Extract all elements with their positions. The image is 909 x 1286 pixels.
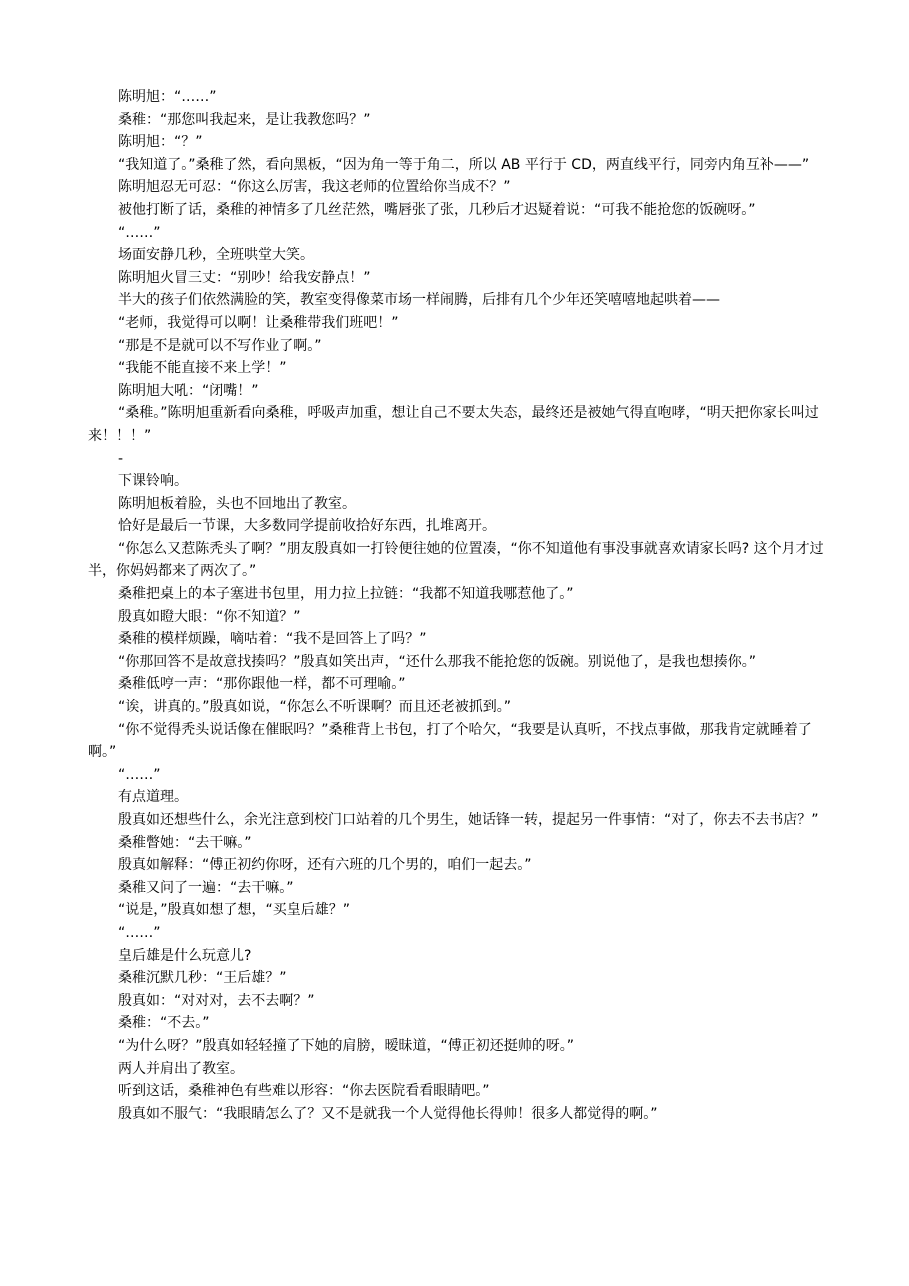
paragraph: 殷真如还想些什么，余光注意到校门口站着的几个男生，她话锋一转，提起另一件事情：“对了，你去不去书店？” xyxy=(118,812,819,828)
paragraph: 殷真如解释：“傅正初约你呀，还有六班的几个男的，咱们一起去。” xyxy=(118,857,532,874)
document-body xyxy=(88,86,824,1125)
paragraph: “……” xyxy=(118,924,161,941)
paragraph: 桑稚瞥她：“去干嘛。” xyxy=(118,834,252,851)
paragraph: “为什么呀？”殷真如轻轻撞了下她的肩膀，暧昧道，“傅正初还挺帅的呀。” xyxy=(118,1037,575,1054)
paragraph: 被他打断了话，桑稚的神情多了几丝茫然，嘴唇张了张，几秒后才迟疑着说：“可我不能抢您的饭碗呀。” xyxy=(118,201,756,218)
paragraph: 下课铃响。 xyxy=(118,473,188,490)
paragraph: 桑稚沉默几秒：“王后雄？” xyxy=(118,970,287,987)
paragraph: 两人并肩出了教室。 xyxy=(118,1060,244,1077)
paragraph: “我能不能直接不来上学！” xyxy=(118,360,287,377)
paragraph: 陈明旭大吼：“闭嘴！” xyxy=(118,382,259,399)
paragraph: 皇后雄是什么玩意儿? xyxy=(118,947,252,964)
paragraph: “老师，我觉得可以啊！让桑稚带我们班吧！” xyxy=(118,314,399,331)
paragraph: “你那回答不是故意找揍吗？”殷真如笑出声，“还什么那我不能抢您的饭碗。别说他了，是我也想揍你。” xyxy=(118,653,757,670)
paragraph: 桑稚把桌上的本子塞进书包里，用力拉上拉链：“我都不知道我哪惹他了。” xyxy=(118,586,574,603)
paragraph: 场面安静几秒，全班哄堂大笑。 xyxy=(118,247,314,264)
paragraph: 陈明旭：“……” xyxy=(118,89,217,105)
paragraph: “……” xyxy=(118,224,161,241)
paragraph: “说是，”殷真如想了想，“买皇后雄？” xyxy=(118,902,351,919)
paragraph: 桑稚：“不去。” xyxy=(118,1015,210,1032)
paragraph: 陈明旭忍无可忍：“你这么厉害，我这老师的位置给你当成不？” xyxy=(118,179,511,196)
paragraph: 陈明旭：“？” xyxy=(118,134,203,151)
paragraph: 陈明旭火冒三丈：“别吵！给我安静点！” xyxy=(118,269,371,286)
paragraph: “我知道了。”桑稚了然，看向黑板，“因为角一等于角二，所以 AB 平行于 CD，两直线平行，同旁内角互补——” xyxy=(118,156,810,173)
paragraph: “诶，讲真的。”殷真如说，“你怎么不听课啊？而且还老被抓到。” xyxy=(118,699,512,716)
scene-break: - xyxy=(118,450,124,467)
paragraph: 半大的孩子们依然满脸的笑，教室变得像菜市场一样闹腾，后排有几个少年还笑嘻嘻地起哄着—— xyxy=(118,292,720,309)
paragraph: 殷真如：“对对对，去不去啊？” xyxy=(118,992,315,1009)
paragraph: 桑稚：“那您叫我起来，是让我教您吗？” xyxy=(118,111,371,128)
paragraph: “你怎么又惹陈秃头了啊？”朋友殷真如一打铃便往她的位置凑，“你不知道他有事没事就喜欢请家长吗? 这个月才过半，你妈妈都来了两次了。” xyxy=(88,540,824,580)
paragraph: 听到这话，桑稚神色有些难以形容：“你去医院看看眼睛吧。” xyxy=(118,1083,490,1100)
paragraph: 殷真如不服气：“我眼睛怎么了？又不是就我一个人觉得他长得帅！很多人都觉得的啊。” xyxy=(118,1105,658,1122)
paragraph: “……” xyxy=(118,766,161,783)
paragraph: 桑稚又问了一遍：“去干嘛。” xyxy=(118,879,294,896)
paragraph: “你不觉得秃头说话像在催眠吗？”桑稚背上书包，打了个哈欠，“我要是认真听，不找点事做，那我肯定就睡着了啊。” xyxy=(88,721,812,761)
paragraph: 殷真如瞪大眼：“你不知道？” xyxy=(118,608,301,625)
paragraph: “那是不是就可以不写作业了啊。” xyxy=(118,337,322,354)
paragraph: 陈明旭板着脸，头也不回地出了教室。 xyxy=(118,495,356,512)
paragraph: 有点道理。 xyxy=(118,789,188,806)
paragraph: 桑稚低哼一声：“那你跟他一样，都不可理喻。” xyxy=(118,676,406,693)
paragraph: 恰好是最后一节课，大多数同学提前收拾好东西，扎堆离开。 xyxy=(118,518,496,535)
paragraph: 桑稚的模样烦躁，嘀咕着：“我不是回答上了吗？” xyxy=(118,631,427,648)
paragraph: “桑稚。”陈明旭重新看向桑稚，呼吸声加重，想让自己不要太失态，最终还是被她气得直咆哮，“明天把你家长叫过来！！！” xyxy=(88,405,819,444)
